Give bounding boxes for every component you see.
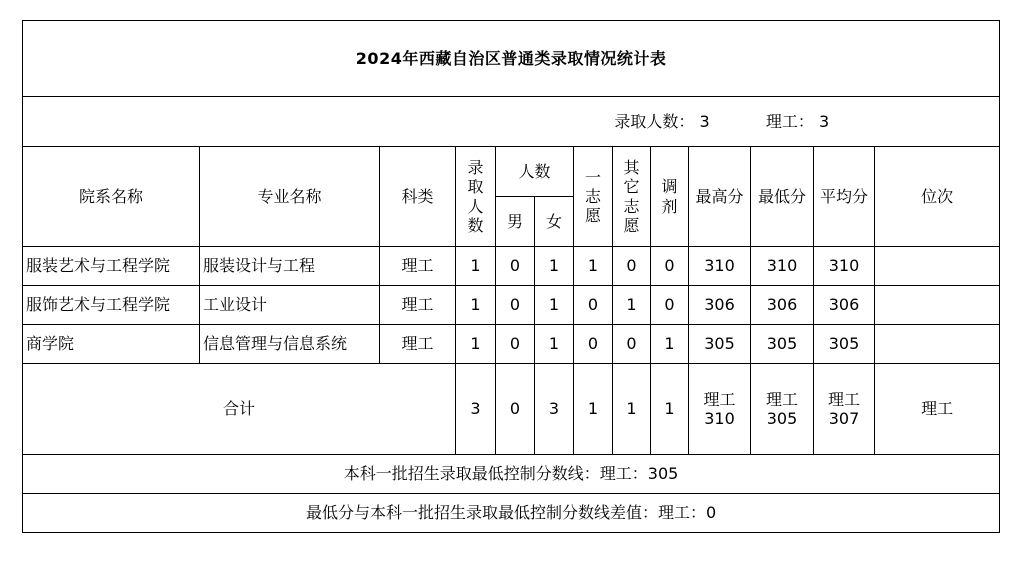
adjusted-cell: 0	[651, 247, 689, 286]
adjusted-cell: 1	[651, 325, 689, 364]
total-female: 3	[535, 364, 574, 455]
other-choice-cell: 0	[613, 247, 651, 286]
header-major: 专业名称	[200, 147, 380, 247]
adjusted-cell: 0	[651, 286, 689, 325]
max-score-cell: 305	[689, 325, 751, 364]
header-male: 男	[496, 197, 535, 247]
male-cell: 0	[496, 325, 535, 364]
total-label: 合计	[23, 364, 456, 455]
major-cell: 信息管理与信息系统	[200, 325, 380, 364]
other-choice-cell: 1	[613, 286, 651, 325]
total-min-score: 理工 305	[751, 364, 814, 455]
total-admitted: 3	[456, 364, 496, 455]
admitted-cell: 1	[456, 286, 496, 325]
admission-stats-table	[22, 20, 1000, 533]
college-cell: 服装艺术与工程学院	[23, 247, 200, 286]
rank-cell	[875, 325, 1000, 364]
table-row	[23, 286, 1000, 325]
female-cell: 1	[535, 286, 574, 325]
total-avg-score: 理工 307	[814, 364, 875, 455]
college-cell: 服饰艺术与工程学院	[23, 286, 200, 325]
header-college: 院系名称	[23, 147, 200, 247]
header-people: 人数	[496, 147, 574, 197]
table-title: 2024年西藏自治区普通类录取情况统计表	[23, 21, 1000, 97]
header-category: 科类	[380, 147, 456, 247]
avg-score-cell: 310	[814, 247, 875, 286]
max-score-cell: 310	[689, 247, 751, 286]
category-count-label: 理工：	[765, 111, 814, 131]
admitted-count-label: 录取人数：	[614, 111, 695, 131]
category-cell: 理工	[380, 325, 456, 364]
rank-cell	[875, 286, 1000, 325]
difference-note: 最低分与本科一批招生录取最低控制分数线差值：理工：0	[23, 494, 1000, 533]
admitted-cell: 1	[456, 247, 496, 286]
total-other-choice: 1	[613, 364, 651, 455]
min-score-cell: 306	[751, 286, 814, 325]
avg-score-cell: 305	[814, 325, 875, 364]
min-score-cell: 310	[751, 247, 814, 286]
control-line-note: 本科一批招生录取最低控制分数线：理工：305	[23, 455, 1000, 494]
table-row	[23, 325, 1000, 364]
college-cell: 商学院	[23, 325, 200, 364]
male-cell: 0	[496, 286, 535, 325]
category-count-value: 3	[818, 111, 830, 131]
header-avg-score: 平均分	[814, 147, 875, 247]
female-cell: 1	[535, 247, 574, 286]
header-adjusted: 调 剂	[651, 147, 689, 247]
first-choice-cell: 0	[574, 286, 613, 325]
admission-summary	[23, 97, 1000, 147]
header-other-choice: 其 它 志 愿	[613, 147, 651, 247]
male-cell: 0	[496, 247, 535, 286]
min-score-cell: 305	[751, 325, 814, 364]
category-cell: 理工	[380, 286, 456, 325]
total-max-score: 理工 310	[689, 364, 751, 455]
avg-score-cell: 306	[814, 286, 875, 325]
total-male: 0	[496, 364, 535, 455]
female-cell: 1	[535, 325, 574, 364]
category-cell: 理工	[380, 247, 456, 286]
first-choice-cell: 1	[574, 247, 613, 286]
major-cell: 服装设计与工程	[200, 247, 380, 286]
header-female: 女	[535, 197, 574, 247]
header-rank: 位次	[875, 147, 1000, 247]
table-row	[23, 247, 1000, 286]
total-first-choice: 1	[574, 364, 613, 455]
header-min-score: 最低分	[751, 147, 814, 247]
total-row	[23, 364, 1000, 455]
max-score-cell: 306	[689, 286, 751, 325]
major-cell: 工业设计	[200, 286, 380, 325]
rank-cell	[875, 247, 1000, 286]
admitted-cell: 1	[456, 325, 496, 364]
admitted-count-value: 3	[699, 111, 710, 131]
first-choice-cell: 0	[574, 325, 613, 364]
header-first-choice: 一 志 愿	[574, 147, 613, 247]
header-max-score: 最高分	[689, 147, 751, 247]
header-admitted: 录 取 人 数	[456, 147, 496, 247]
total-rank: 理工	[875, 364, 1000, 455]
total-adjusted: 1	[651, 364, 689, 455]
other-choice-cell: 0	[613, 325, 651, 364]
